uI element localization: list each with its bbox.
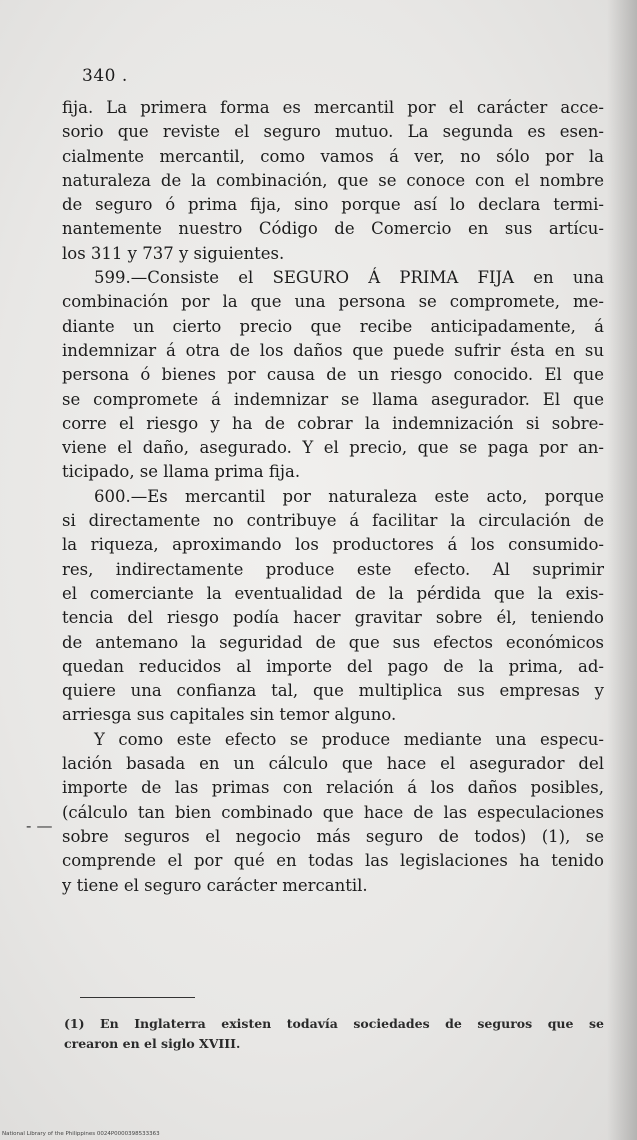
text-line: persona ó bienes por causa de un riesgo conocido. El que — [62, 365, 604, 385]
paragraph-start: Y como este efecto se produce mediante una especu- — [94, 729, 604, 749]
text-line: corre el riesgo y ha de cobrar la indemnización si sobre- — [62, 413, 604, 433]
text-line: se compromete á indemnizar se llama asegurador. El que — [62, 389, 604, 409]
text-line: lación basada en un cálculo que hace el asegurador del — [62, 754, 604, 774]
text-line: nantemente nuestro Código de Comercio en sus artícu- — [62, 219, 604, 239]
text-line: de antemano la seguridad de que sus efectos económicos — [62, 632, 604, 652]
body-text — [62, 96, 604, 898]
text-line: res, indirectamente produce este efecto. Al suprimir — [62, 559, 604, 579]
library-watermark: National Library of the Philippines 0024P0000398533363 — [2, 1131, 160, 1137]
footnote-line: (1) En Inglaterra existen todavía sociedades de seguros que se — [64, 1016, 604, 1031]
text-line: y tiene el seguro carácter mercantil. — [62, 875, 368, 895]
text-line: quiere una confianza tal, que multiplica sus empresas y — [62, 681, 604, 701]
text-line: sorio que reviste el seguro mutuo. La segunda es esen- — [62, 122, 604, 142]
text-line: naturaleza de la combinación, que se conoce con el nombre — [62, 170, 604, 190]
text-line: comprende el por qué en todas las legislaciones ha tenido — [62, 851, 604, 871]
text-line: indemnizar á otra de los daños que puede sufrir ésta en su — [62, 340, 604, 360]
footnote — [64, 1014, 604, 1054]
text-line: de seguro ó prima fija, sino porque así lo declara termi- — [62, 195, 604, 215]
text-line: cialmente mercantil, como vamos á ver, no sólo por la — [62, 146, 604, 166]
footnote-line: crearon en el siglo XVIII. — [64, 1036, 241, 1051]
footnote-divider — [80, 997, 195, 998]
text-line: (cálculo tan bien combinado que hace de las especulaciones — [62, 802, 604, 822]
text-line: si directamente no contribuye á facilitar la circulación de — [62, 511, 604, 531]
page-number: 340 . — [82, 66, 128, 86]
paragraph-600-start: 600.—Es mercantil por naturaleza este acto, porque — [94, 486, 604, 506]
text-line: viene el daño, asegurado. Y el precio, que se paga por an- — [62, 438, 604, 458]
margin-mark: - — — [26, 816, 53, 835]
text-line: tencia del riesgo podía hacer gravitar sobre él, teniendo — [62, 608, 604, 628]
text-line: diante un cierto precio que recibe anticipadamente, á — [62, 316, 604, 336]
text-line: quedan reducidos al importe del pago de la prima, ad- — [62, 656, 604, 676]
page-edge-shadow — [607, 0, 637, 1140]
text-line: fija. La primera forma es mercantil por el carácter acce- — [62, 98, 604, 117]
text-line: combinación por la que una persona se compromete, me- — [62, 292, 604, 312]
text-line: sobre seguros el negocio más seguro de todos) (1), se — [62, 826, 604, 846]
text-line: la riqueza, aproximando los productores á los consumido- — [62, 535, 604, 555]
text-line: los 311 y 737 y siguientes. — [62, 243, 285, 263]
paragraph-599-start: 599.—Consiste el SEGURO Á PRIMA FIJA en una — [94, 268, 604, 288]
text-line: el comerciante la eventualidad de la pérdida que la exis- — [62, 583, 604, 603]
text-line: arriesga sus capitales sin temor alguno. — [62, 705, 397, 725]
text-line: importe de las primas con relación á los daños posibles, — [62, 778, 604, 798]
text-line: ticipado, se llama prima fija. — [62, 462, 301, 482]
